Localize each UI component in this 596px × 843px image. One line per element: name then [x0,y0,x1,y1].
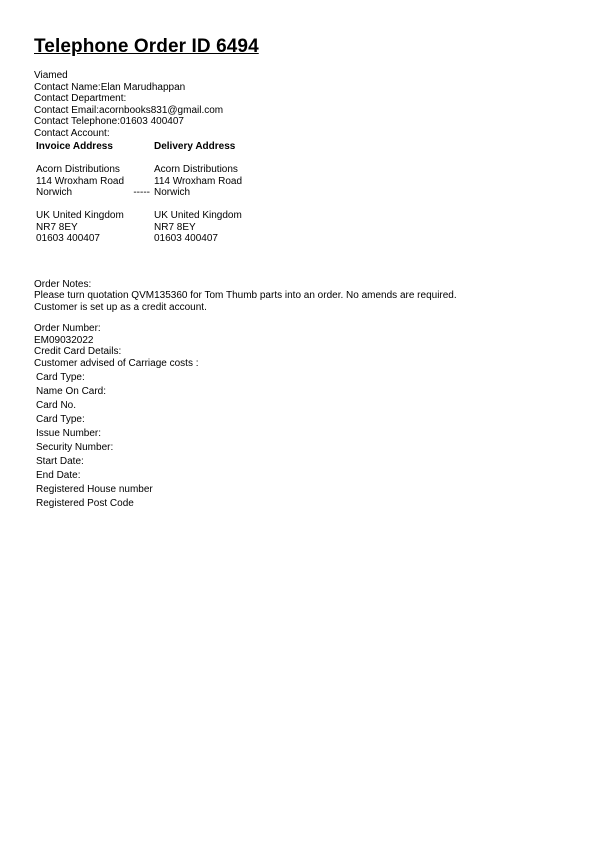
card-field: Registered House number [36,484,153,495]
card-fields [34,371,574,511]
carriage-costs-label: Customer advised of Carriage costs : [34,357,199,369]
company-name: Viamed [34,70,68,81]
order-notes [34,279,574,314]
delivery-address-header: Delivery Address [154,141,236,152]
order-notes-line-1: Please turn quotation QVM135360 for Tom Thumb parts into an order. No amends are required. [34,290,457,301]
invoice-city: Norwich [36,187,73,198]
order-number-value: EM09032022 [34,334,94,346]
delivery-postcode: NR7 8EY [154,221,196,233]
order-number-label: Order Number: [34,323,101,334]
delivery-city: Norwich [154,187,191,198]
credit-card-details-label: Credit Card Details: [34,346,122,357]
page-title: Telephone Order ID 6494 [34,36,259,57]
contact-department: Contact Department: [34,93,127,104]
invoice-postcode: NR7 8EY [36,221,78,233]
order-notes-line-2: Customer is set up as a credit account. [34,301,207,313]
address-table [34,141,242,245]
card-field: Card Type: [36,372,85,383]
invoice-address-header: Invoice Address [36,141,113,152]
card-field: Security Number: [36,442,114,453]
delivery-country: UK United Kingdom [154,210,242,221]
delivery-phone: 01603 400407 [154,233,218,244]
card-field: End Date: [36,470,81,481]
card-field: Registered Post Code [36,498,134,509]
card-field: Issue Number: [36,428,102,439]
order-notes-label: Order Notes: [34,278,92,290]
order-document [34,36,574,511]
address-separator: ----- [133,187,150,198]
contact-account: Contact Account: [34,127,110,139]
contact-name: Contact Name:Elan Marudhappan [34,81,186,93]
invoice-street: 114 Wroxham Road [36,175,125,187]
contact-info [34,70,574,139]
card-field: Card No. [36,400,77,411]
contact-telephone: Contact Telephone:01603 400407 [34,116,184,127]
invoice-phone: 01603 400407 [36,233,100,244]
delivery-company: Acorn Distributions [154,164,238,175]
card-field: Start Date: [36,456,84,467]
order-details [34,323,574,369]
invoice-country: UK United Kingdom [36,210,124,221]
delivery-street: 114 Wroxham Road [154,175,243,187]
card-field: Card Type: [36,414,85,425]
card-field: Name On Card: [36,386,107,397]
contact-email: Contact Email:acornbooks831@gmail.com [34,104,224,116]
invoice-company: Acorn Distributions [36,164,120,175]
